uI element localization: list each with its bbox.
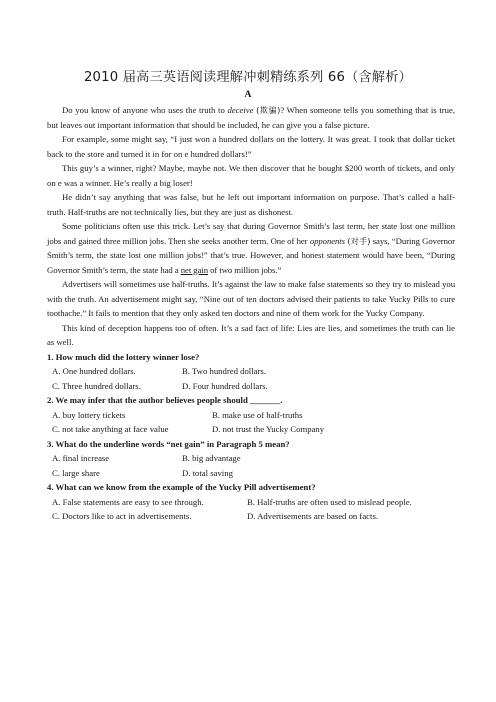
paragraph-3: This guy’s a winner, right? Maybe, maybe not. We then discover that he bought $200 worth of tickets, and only on e was a winner. He’s really a big loser! [47,163,455,188]
term-deceive: deceive [227,105,254,115]
question-3-option-a: A. final increase [52,453,110,463]
underlined-net-gain: net gain [180,264,208,275]
question-4-stem: 4. What can we know from the example of the Yucky Pill advertisement? [47,482,316,492]
question-3 [47,437,455,481]
question-4-option-d: D. Advertisements are based on facts. [247,511,378,521]
question-2-option-b: B. make use of half-truths [212,409,303,420]
question-4-option-c: C. Doctors like to act in advertisements. [52,511,192,521]
term-opponents: opponents [309,235,345,246]
question-2-options [52,408,455,437]
paragraph-2: For example, some might say, “I just won a hundred dollars on the lottery. It was great. I took that dollar ticket back to the store and turned it in for on e hundred dollars!” [47,134,455,159]
question-2-option-d: D. not trust the Yucky Company [212,424,325,434]
chinese-gloss-opponents: (对手) [347,235,371,246]
chinese-gloss-deceive: (欺骗) [256,105,281,115]
question-1-option-a: A. One hundred dollars. [52,366,136,376]
question-4 [47,480,455,524]
paragraph-1-text-b: ? When someone tells you something that is true, but leaves out important information that should be included, he can give you a false picture. [47,105,456,130]
question-4-option-a: A. False statements are easy to see through. [52,496,204,507]
question-2 [47,393,455,437]
paragraph-1-text-a: Do you know of anyone who uses the truth to [62,105,228,115]
paragraph-4: He didn’t say anything that was false, but he left out important information on purpose. That’s called a half-truth. Half-truths are not technically lies, but they are just as dishonest. [47,192,455,217]
document-body [47,103,455,524]
question-1-options [52,364,455,393]
paragraph-5-text-a: Some politicians often use this trick. Let’s say that during Governor Smith’s last term, her state lost one million jobs and gained three million jobs. Then she seeks another term. One of her [47,221,455,246]
question-4-option-b: B. Half-truths are often used to mislead people. [247,496,412,507]
paragraph-5-text-b: says, “During Governor Smith’s term, the state lost one million jobs!” that’s true. However, and honest statement would have been, “During Governor Smith’s term, the state had a [47,235,455,275]
question-1-option-c: C. Three hundred dollars. [52,380,141,391]
question-1-option-d: D. Four hundred dollars. [182,380,268,391]
question-4-options [52,495,455,524]
question-3-options [52,451,455,480]
question-2-option-a: A. buy lottery tickets [52,409,126,420]
paragraph-1 [47,103,455,132]
question-1 [47,350,455,394]
question-1-stem: 1. How much did the lottery winner lose? [47,351,200,362]
paragraph-6: Advertisers will sometimes use half-truths. It’s against the law to make false statements so they try to mislead you with the truth. An advertisement might say, “Nine out of ten doctors advised their patients to take Yucky Pills to cure toothache.” It fails to mention that they only asked ten doctors and nine of them work for the Yucky Company. [47,279,455,318]
question-2-stem: 2. We may infer that the author believes people should _______. [47,395,283,405]
question-3-option-c: C. large share [52,467,100,478]
paragraph-5 [47,219,455,277]
paragraph-5-text-c: of two million jobs.” [208,264,282,275]
question-3-stem: 3. What do the underline words “net gain” in Paragraph 5 mean? [47,438,290,449]
question-3-option-d: D. total saving [182,467,233,478]
paragraph-7: This kind of deception happens too of often. It’s a sad fact of life: Lies are lies, and sometimes the truth can lie as well. [47,322,455,347]
question-2-option-c: C. not take anything at face value [52,424,169,434]
question-1-option-b: B. Two hundred dollars. [182,366,266,376]
question-3-option-b: B. big advantage [182,453,241,463]
document-title: 2010 届高三英语阅读理解冲刺精练系列 66（含解析） [83,70,413,85]
section-label: A [244,89,252,100]
